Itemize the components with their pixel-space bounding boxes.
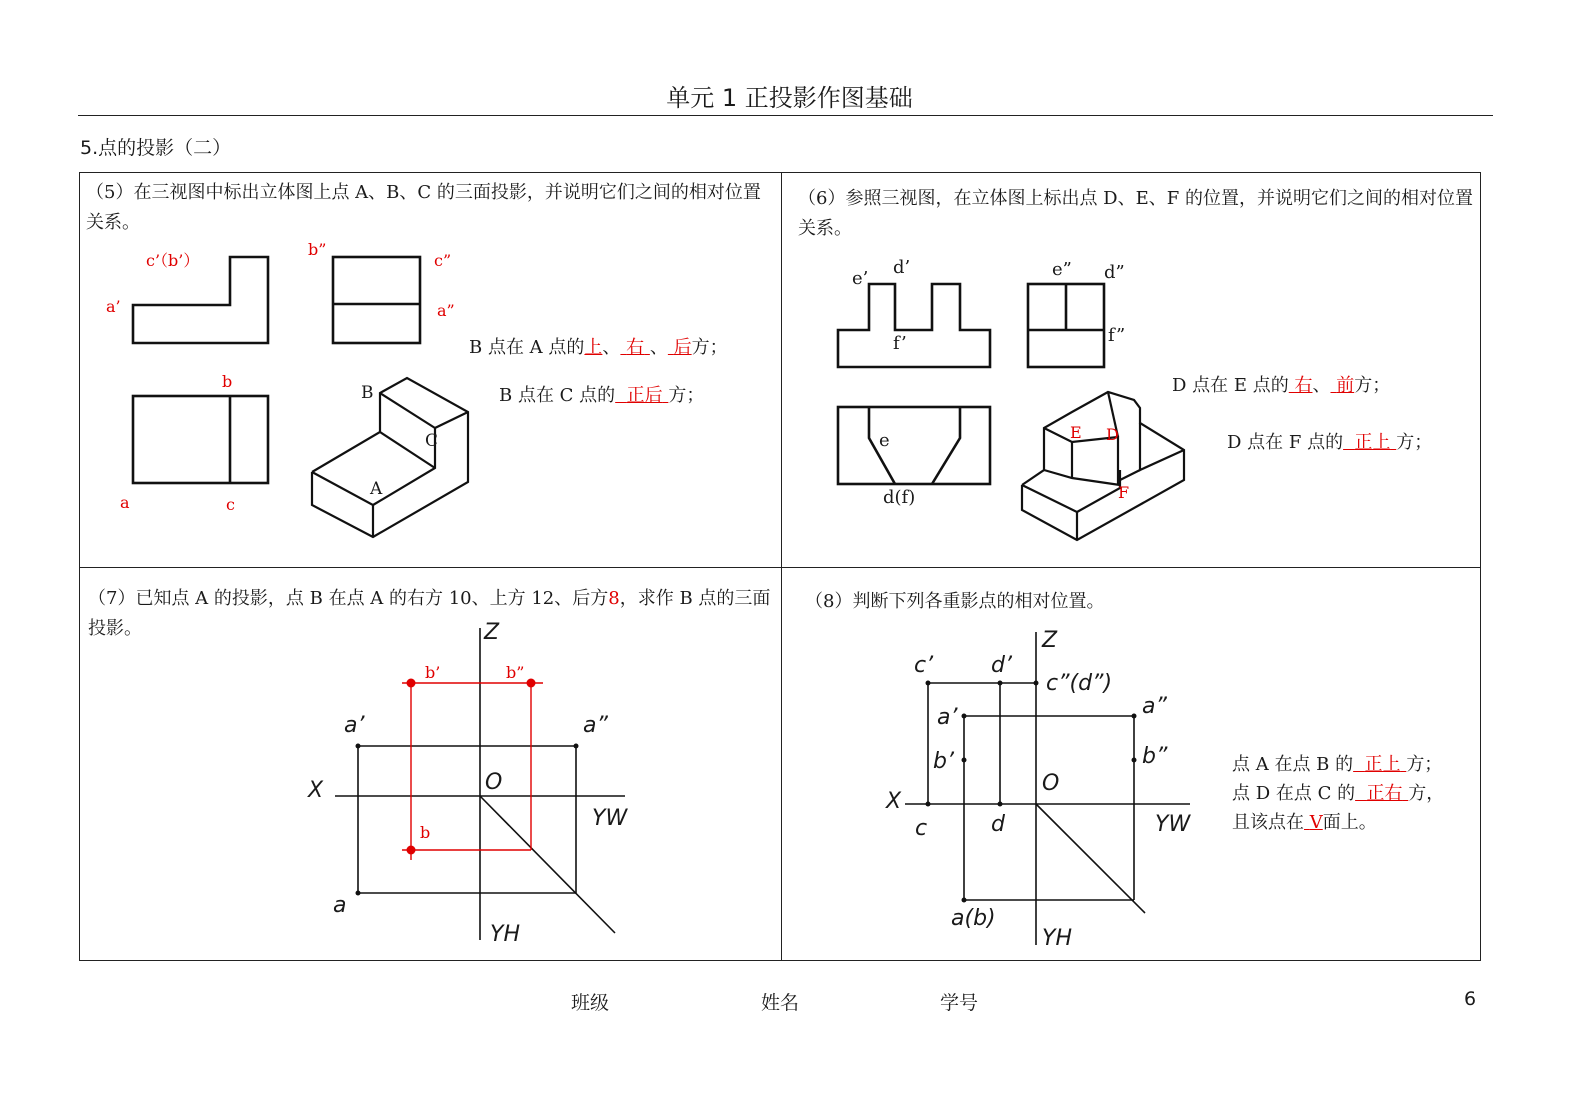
q5-label-C: C	[425, 431, 439, 451]
q5-label-c-side: c”	[434, 251, 452, 270]
q8-label-b-front: b’	[933, 749, 954, 774]
q7-label-Z: Z	[484, 620, 500, 645]
q7-prompt: （7）已知点 A 的投影，点 B 在点 A 的右方 10、上方 12、后方8，求作 B 点的三面投影。	[88, 588, 771, 639]
q6-label-d-side: d”	[1104, 262, 1125, 283]
q8-label-YH: YH	[1042, 926, 1072, 951]
q6-label-E: E	[1070, 423, 1082, 442]
page-number: 6	[1464, 988, 1477, 1010]
q5-label-A: A	[370, 479, 383, 499]
q6-label-df-top: d(f)	[883, 487, 916, 508]
section-title: 5.点的投影（二）	[80, 137, 232, 159]
q8-statement-1: 点 A 在点 B 的 正上 方；	[1232, 754, 1443, 775]
q5-label-c-front: c’（b’）	[146, 251, 200, 270]
q6-prompt: （6）参照三视图，在立体图上标出点 D、E、F 的位置，并说明它们之间的相对位置关系。	[798, 188, 1473, 239]
q5-statement-2: B 点在 C 点的 正后 方；	[499, 385, 705, 406]
q6-label-e-side: e”	[1052, 259, 1072, 280]
q7-label-YH: YH	[490, 922, 520, 947]
q6-label-F: F	[1118, 483, 1130, 502]
q6-isometric	[1022, 392, 1184, 540]
footer-name-label: 姓名	[761, 992, 800, 1014]
q5-side-view	[333, 257, 420, 343]
q8-label-O: O	[1042, 771, 1060, 796]
q7-label-a-front: a’	[344, 713, 365, 738]
q8-statement-2: 点 D 在点 C 的 正右 方，	[1232, 783, 1445, 804]
q7-label-a-side: a”	[583, 713, 608, 738]
q8-label-c-front: c’	[914, 653, 934, 678]
q8-label-a-front: a’	[937, 705, 958, 730]
q8-label-c-top: c	[915, 816, 928, 841]
q7-label-b-front: b’	[425, 663, 441, 682]
q5-label-B: B	[361, 383, 374, 403]
page-title: 单元 1 正投影作图基础	[666, 84, 913, 112]
q6-label-f-side: f”	[1108, 325, 1126, 346]
q8-label-YW: YW	[1155, 812, 1191, 837]
q8-label-Z: Z	[1042, 628, 1058, 653]
q7-label-O: O	[485, 770, 503, 795]
q5-label-a-front: a’	[106, 297, 121, 316]
q8-prompt: （8）判断下列各重影点的相对位置。	[805, 591, 1105, 612]
q6-label-D: D	[1106, 425, 1119, 444]
q5-label-a-top: a	[120, 493, 130, 512]
q8-label-b-side: b”	[1142, 744, 1168, 769]
q7-label-a-top: a	[333, 893, 347, 918]
q6-statement-2: D 点在 F 点的 正上 方；	[1227, 432, 1433, 453]
q5-isometric	[312, 378, 468, 537]
q5-top-view	[133, 396, 268, 483]
q7-axes	[335, 628, 628, 940]
q5-label-c-top: c	[226, 495, 235, 514]
footer-id-label: 学号	[940, 992, 979, 1014]
q6-top-view	[838, 407, 990, 484]
q8-label-d-top: d	[991, 812, 1005, 837]
q8-label-cd-side: c”(d”)	[1046, 671, 1113, 696]
q5-statement-1: B 点在 A 点的上、 右 、 后方；	[469, 337, 728, 358]
footer-class-label: 班级	[571, 992, 610, 1014]
q6-front-view	[838, 284, 990, 367]
q8-label-ab-top: a(b)	[951, 906, 996, 931]
q5-label-b-top: b	[222, 372, 233, 391]
q6-label-e-top: e	[879, 430, 890, 451]
q6-statement-1: D 点在 E 点的 右、 前方；	[1172, 375, 1391, 396]
q5-label-b-side: b”	[308, 240, 327, 259]
q5-prompt: （5）在三视图中标出立体图上点 A、B、C 的三面投影，并说明它们之间的相对位置关系。	[86, 182, 761, 233]
q7-label-YW: YW	[592, 806, 628, 831]
q8-label-X: X	[886, 789, 902, 814]
q7-label-b-top: b	[420, 823, 431, 842]
q7-label-b-side: b”	[506, 663, 525, 682]
q7-label-X: X	[308, 778, 324, 803]
q6-label-e-front: e’	[852, 268, 869, 289]
q8-label-d-front: d’	[991, 653, 1012, 678]
q5-label-a-side: a”	[437, 301, 455, 320]
q6-label-f-front: f’	[893, 333, 907, 354]
q8-statement-3: 且该点在 V面上。	[1232, 812, 1377, 833]
q8-label-a-side: a”	[1142, 694, 1167, 719]
q6-label-d-front: d’	[893, 257, 911, 278]
